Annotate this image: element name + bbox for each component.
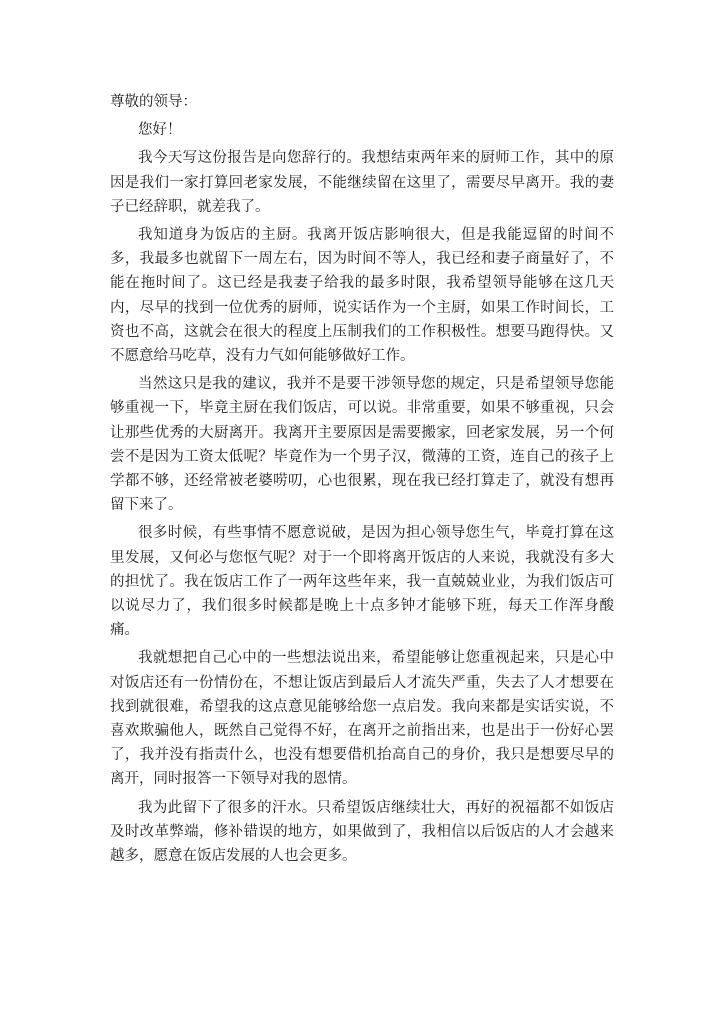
letter-paragraph-4: 很多时候，有些事情不愿意说破，是因为担心领导您生气，毕竟打算在这里发展，又何必与您怄气呢？对于一个即将离开饭店的人来说，我就没有多大的担忧了。我在饭店工作了一两年这些年来，我一直兢兢业业，为我们饭店可以说尽力了，我们很多时候都是晚上十点多钟才能够下班，每天工作浑身酸痛。 xyxy=(110,525,614,639)
letter-greeting: 您好！ xyxy=(138,122,182,139)
letter-paragraph-3: 当然这只是我的建议，我并不是要干涉领导您的规定，只是希望领导您能够重视一下，毕竟主厨在我们饭店，可以说。非常重要，如果不够重视，只会让那些优秀的大厨离开。我离开主要原因是需要搬家，回老家发展，另一个何尝不是因为工资太低呢？毕竟作为一个男子汉，微薄的工资，连自己的孩子上学都不够，还经常被老婆唠叨，心也很累，现在我已经打算走了，就没有想再留下来了。 xyxy=(110,376,614,514)
resignation-letter xyxy=(110,90,614,872)
letter-salutation: 尊敬的领导： xyxy=(110,94,197,110)
letter-paragraph-1: 我今天写这份报告是向您辞行的。我想结束两年来的厨师工作，其中的原因是我们一家打算回老家发展，不能继续留在这里了，需要尽早离开。我的妻子已经辞职，就差我了。 xyxy=(110,150,614,215)
letter-paragraph-5: 我就想把自己心中的一些想法说出来，希望能够让您重视起来，只是心中对饭店还有一份情份在，不想让饭店到最后人才流失严重，失去了人才想要在找到就很难，希望我的这点意见能够给您一点启发。我向来都是实话实说，不喜欢欺骗他人，既然自己觉得不好，在离开之前指出来，也是出于一份好心罢了，我并没有指责什么，也没有想要借机抬高自己的身价，我只是想要尽早的离开，同时报答一下领导对我的恩情。 xyxy=(110,650,614,788)
letter-paragraph-2: 我知道身为饭店的主厨。我离开饭店影响很大，但是我能逗留的时间不多，我最多也就留下一周左右，因为时间不等人，我已经和妻子商量好了，不能在拖时间了。这已经是我妻子给我的最多时限，我希望领导能够在这几天内，尽早的找到一位优秀的厨师，说实话作为一个主厨，如果工作时间长，工资也不高，这就会在很大的程度上压制我们的工作积极性。想要马跑得快。又不愿意给马吃草，没有力气如何能够做好工作。 xyxy=(110,227,614,365)
letter-paragraph-6: 我为此留下了很多的汗水。只希望饭店继续壮大，再好的祝福都不如饭店及时改革弊端，修补错误的地方，如果做到了，我相信以后饭店的人才会越来越多，愿意在饭店发展的人也会更多。 xyxy=(110,799,614,865)
